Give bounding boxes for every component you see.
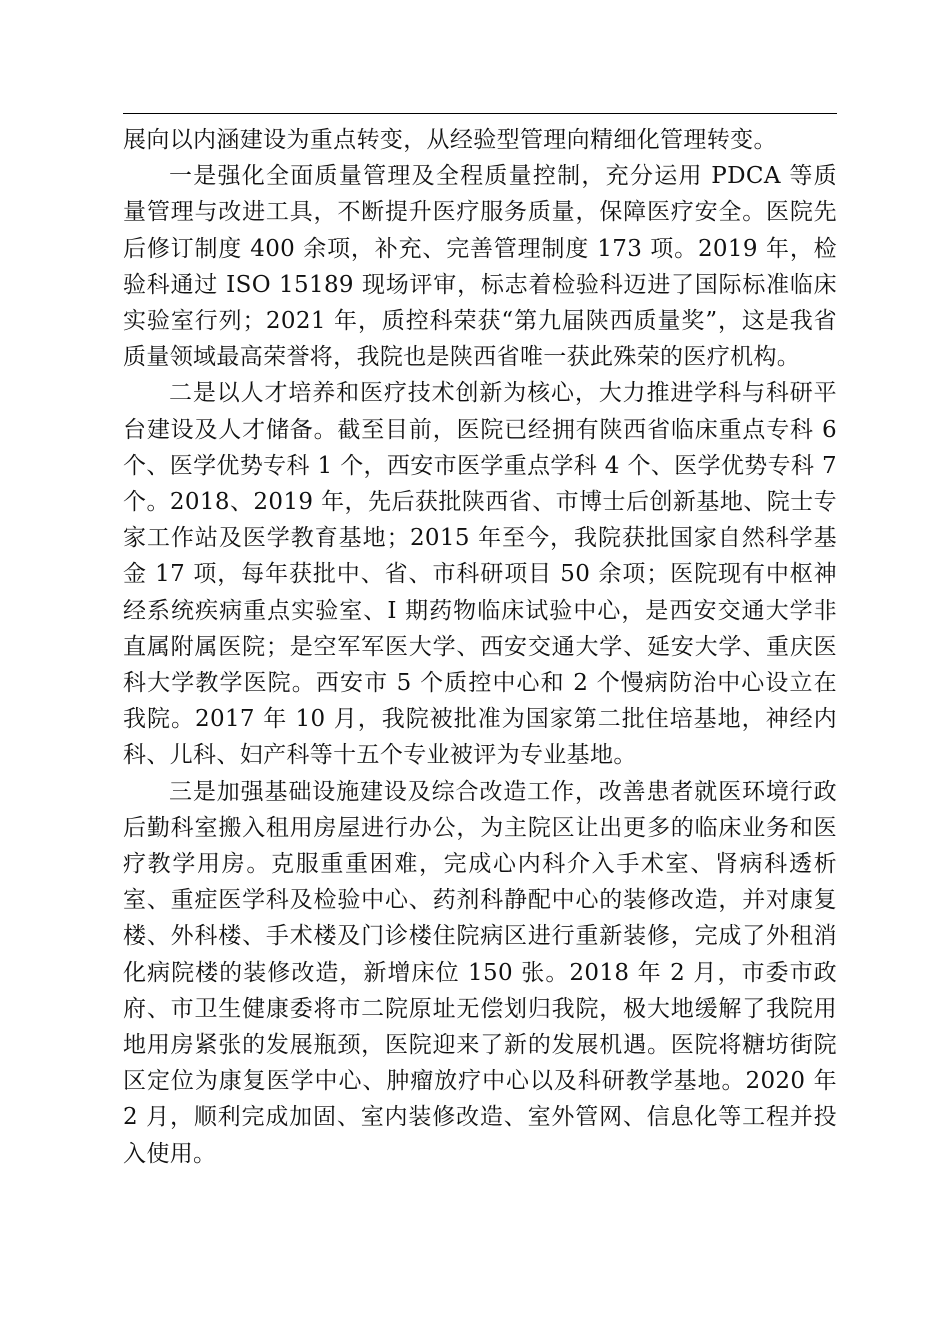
paragraph-infrastructure: 三是加强基础设施建设及综合改造工作，改善患者就医环境行政后勤科室搬入租用房屋进行办公，为主院区让出更多的临床业务和医疗教学用房。克服重重困难，完成心内科介入手术室、肾病科透析室、重症医学科及检验中心、药剂科静配中心的装修改造，并对康复楼、外科楼、手术楼及门诊楼住院病区进行重新装修，完成了外租消化病院楼的装修改造，新增床位 150 张。2018 年 2 月，市委市政府、市卫生健康委将市二院原址无偿划归我院，极大地缓解了我院用地用房紧张的发展瓶颈，医院迎来了新的发展机遇。医院将糖坊街院区定位为康复医学中心、肿瘤放疗中心以及科研教学基地。2020 年 2 月，顺利完成加固、室内装修改造、室外管网、信息化等工程并投入使用。 bbox=[123, 778, 837, 1167]
header-rule bbox=[123, 113, 837, 114]
document-body bbox=[123, 122, 837, 1172]
paragraph-quality-management: 一是强化全面质量管理及全程质量控制，充分运用 PDCA 等质量管理与改进工具，不断提升医疗服务质量，保障医疗安全。医院先后修订制度 400 余项，补充、完善管理制度 173 项。2019 年，检验科通过 ISO 15189 现场评审，标志着检验科迈进了国际标准临床实验室行列；2021 年，质控科荣获“第九届陕西质量奖”，这是我省质量领域最高荣誉将，我院也是陕西省唯一获此殊荣的医疗机构。 bbox=[123, 163, 837, 371]
paragraph-talent-research: 二是以人才培养和医疗技术创新为核心，大力推进学科与科研平台建设及人才储备。截至目前，医院已经拥有陕西省临床重点专科 6 个、医学优势专科 1 个，西安市医学重点学科 4 个、医学优势专科 7 个。2018、2019 年，先后获批陕西省、市博士后创新基地、院士专家工作站及医学教育基地；2015 年至今，我院获批国家自然科学基金 17 项，每年获批中、省、市科研项目 50 余项；医院现有中枢神经系统疾病重点实验室、I 期药物临床试验中心，是西安交通大学非直属附属医院；是空军军医大学、西安交通大学、延安大学、重庆医科大学教学医院。西安市 5 个质控中心和 2 个慢病防治中心设立在我院。2017 年 10 月，我院被批准为国家第二批住培基地，神经内科、儿科、妇产科等十五个专业被评为专业基地。 bbox=[123, 380, 837, 769]
paragraph-continuation: 展向以内涵建设为重点转变，从经验型管理向精细化管理转变。 bbox=[123, 127, 777, 153]
